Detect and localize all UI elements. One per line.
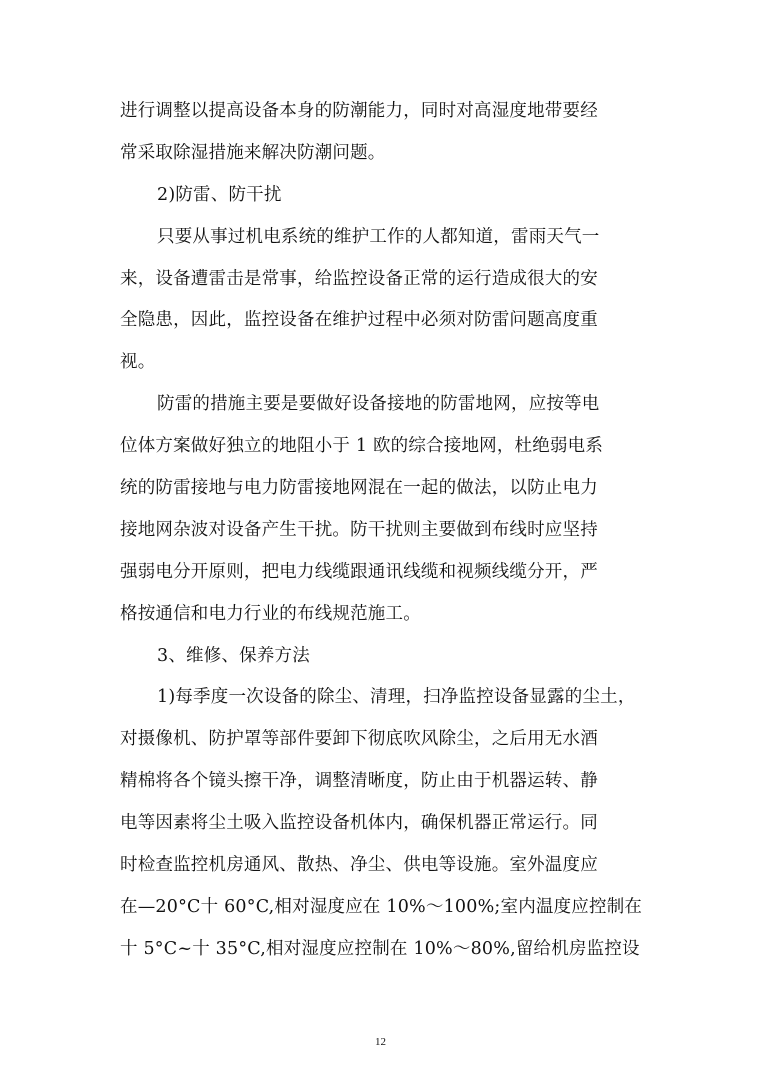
text-line-4: 只要从事过机电系统的维护工作的人都知道，雷雨天气一 (157, 226, 600, 247)
text-line-2: 常采取除湿措施来解决防潮问题。 (120, 142, 386, 163)
text-line-16: 对摄像机、防护罩等部件要卸下彻底吹风除尘，之后用无水酒 (120, 729, 598, 750)
text-line-9: 位体方案做好独立的地阻小于 1 欧的综合接地网，杜绝弱电系 (120, 436, 604, 457)
text-line-1: 进行调整以提高设备本身的防潮能力，同时对高湿度地带要经 (120, 101, 598, 121)
section-heading-maintenance: 3、维修、保养方法 (157, 645, 310, 666)
page-number: 12 (375, 1036, 386, 1048)
text-line-17: 精棉将各个镜头擦干净，调整清晰度，防止由于机器运转、静 (120, 771, 598, 792)
text-line-20: 在—20°C十 60°C,相对湿度应在 10%～100%;室内温度应控制在 (120, 896, 643, 917)
text-line-10: 统的防雷接地与电力防雷接地网混在一起的做法，以防止电力 (120, 478, 598, 499)
text-line-5: 来，设备遭雷击是常事，给监控设备正常的运行造成很大的安 (120, 268, 598, 289)
text-line-21: 十 5°C~十 35°C,相对湿度应控制在 10%～80%,留给机房监控设 (120, 938, 640, 959)
text-line-15: 1)每季度一次设备的除尘、清理，扫净监控设备显露的尘土， (157, 687, 636, 708)
text-line-13: 格按通信和电力行业的布线规范施工。 (120, 603, 421, 624)
text-line-8: 防雷的措施主要是要做好设备接地的防雷地网，应按等电 (157, 394, 600, 415)
text-line-18: 电等因素将尘土吸入监控设备机体内，确保机器正常运行。同 (120, 813, 598, 834)
text-line-11: 接地网杂波对设备产生干扰。防干扰则主要做到布线时应坚持 (120, 519, 598, 540)
text-line-7: 视。 (120, 352, 156, 373)
text-line-12: 强弱电分开原则，把电力线缆跟通讯线缆和视频线缆分开，严 (120, 561, 598, 582)
body-text (120, 91, 660, 971)
text-line-6: 全隐患，因此，监控设备在维护过程中必须对防雷问题高度重 (120, 310, 598, 331)
text-line-19: 时检查监控机房通风、散热、净尘、供电等设施。室外温度应 (120, 855, 598, 876)
section-heading-lightning: 2)防雷、防干扰 (157, 184, 282, 205)
